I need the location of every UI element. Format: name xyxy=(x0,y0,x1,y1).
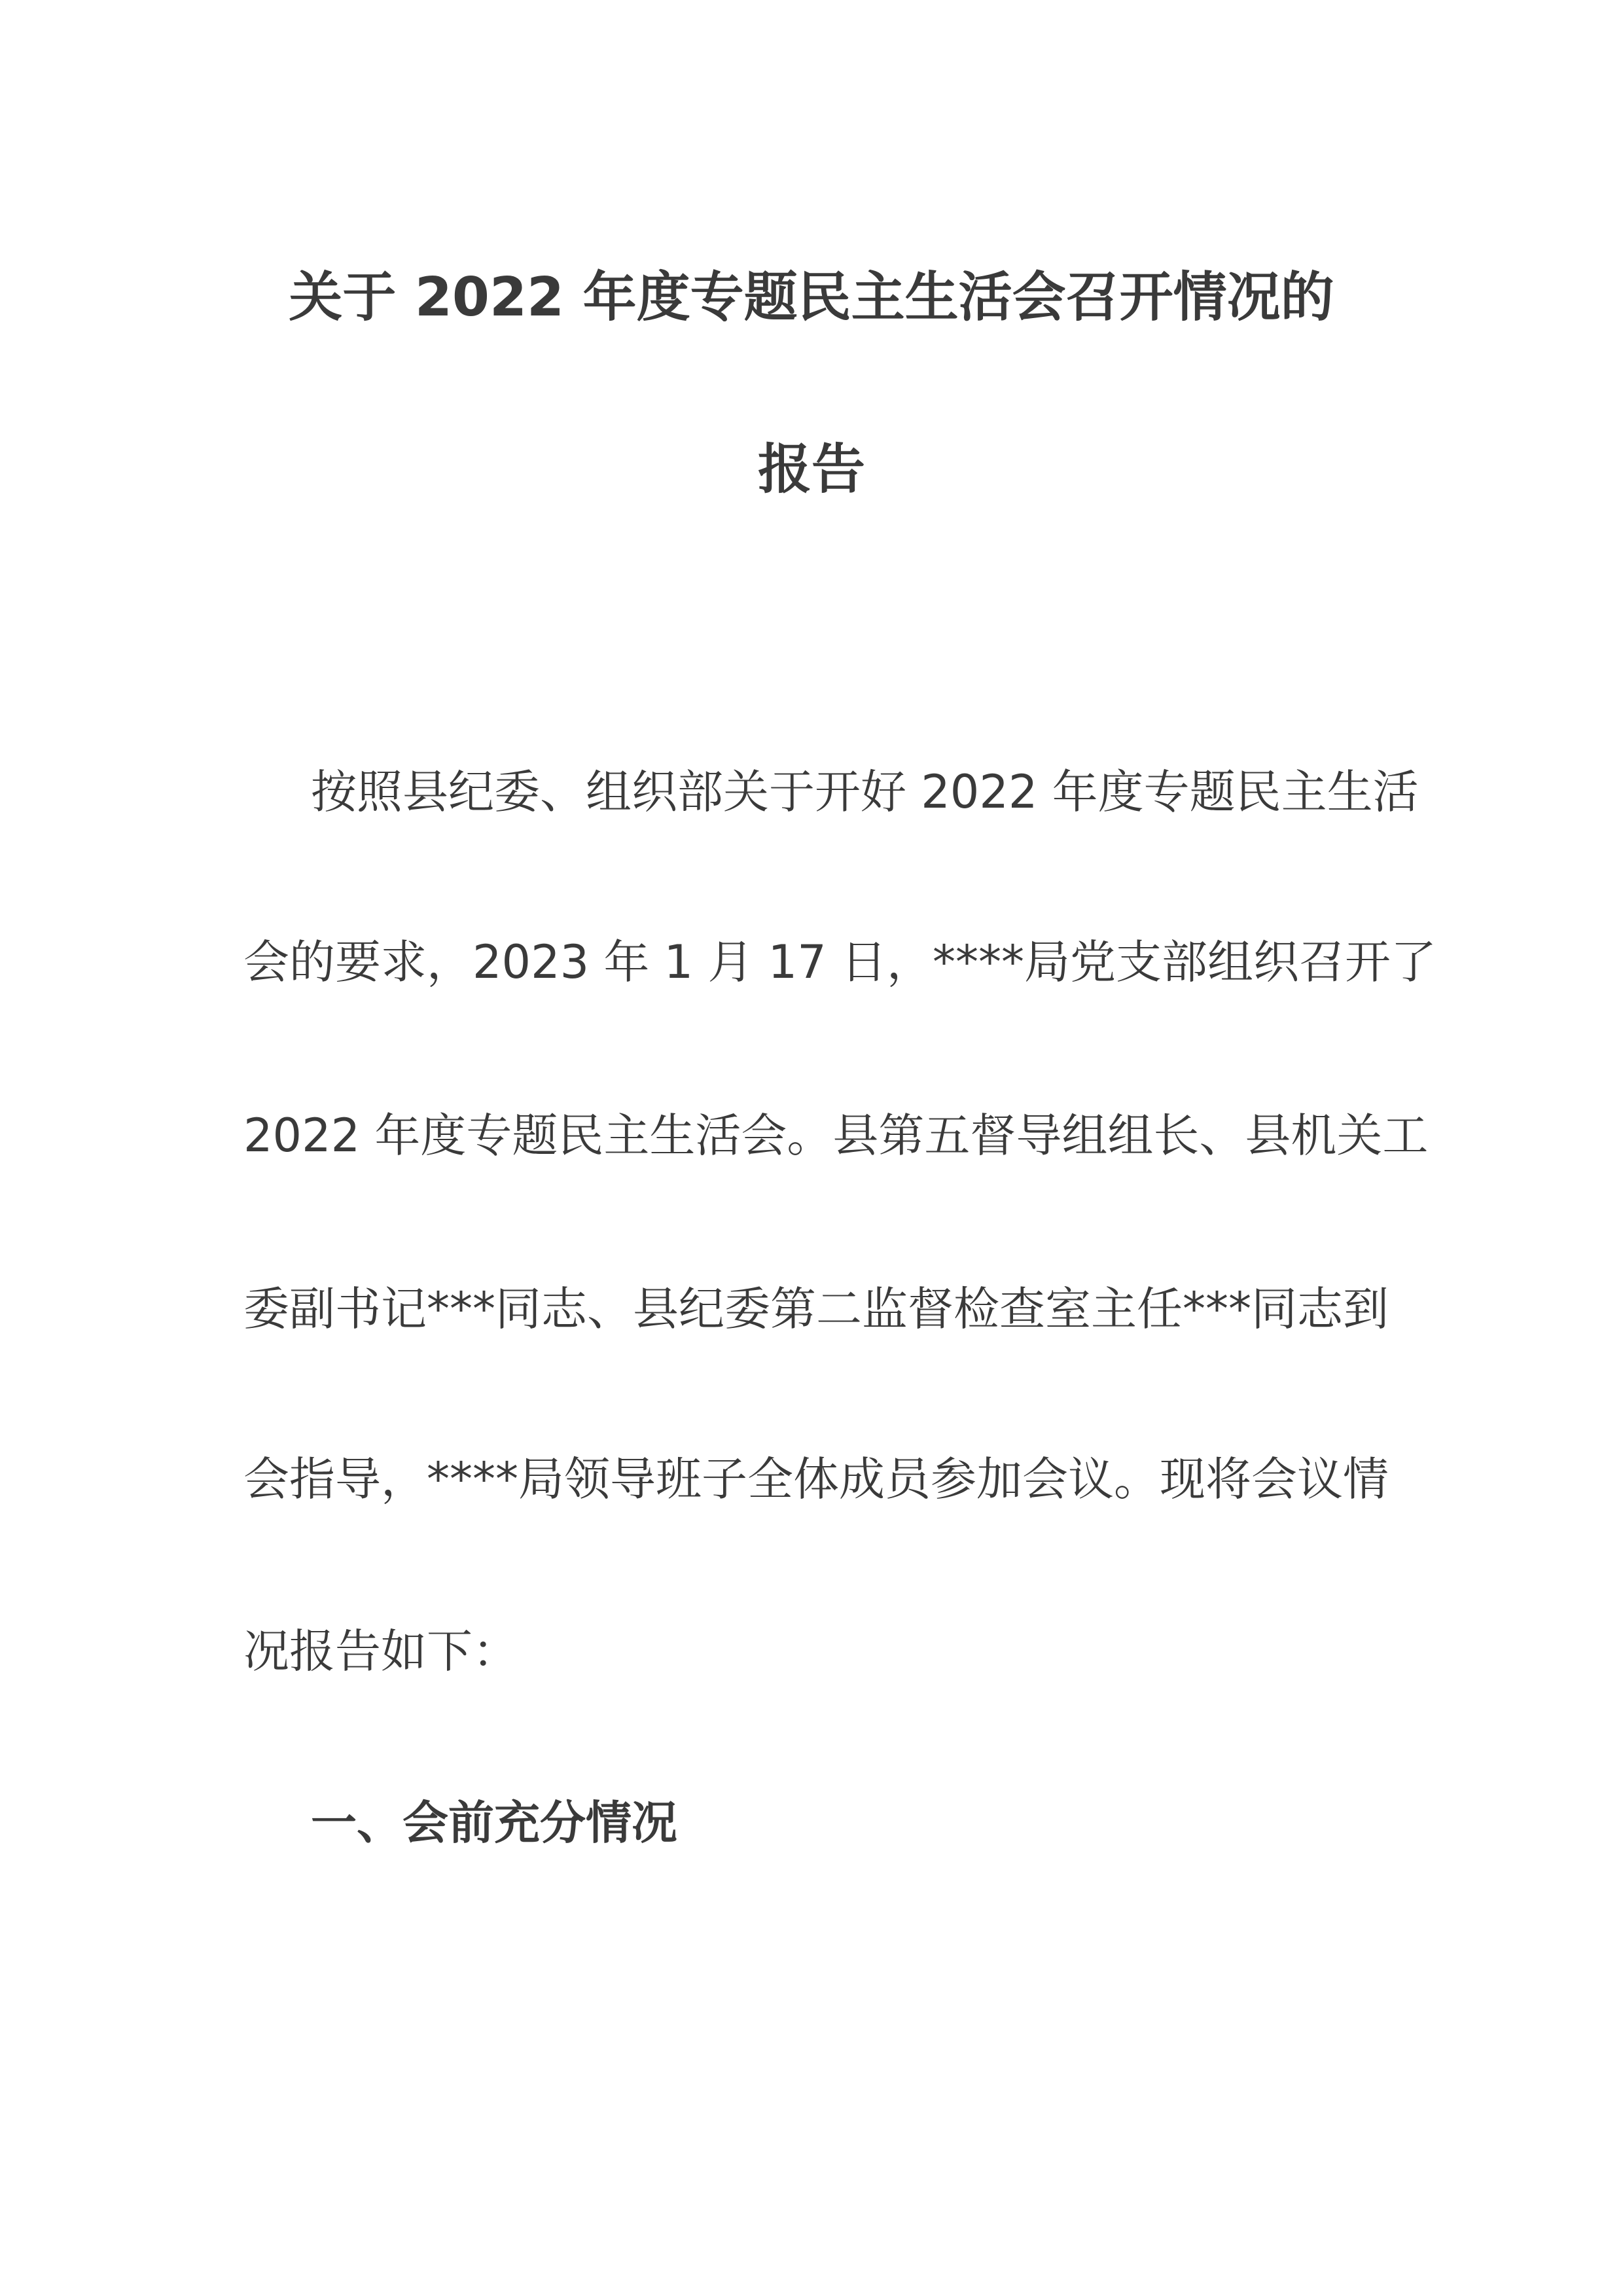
paragraph-line-1: 按照县纪委、组织部关于开好 2022 年度专题民主生活 xyxy=(311,765,1419,819)
paragraph-line-6: 况报告如下： xyxy=(243,1624,518,1678)
document-title-line-1: 关于 2022 年度专题民主生活会召开情况的 xyxy=(289,266,1334,329)
section-heading: 一、会前充分情况 xyxy=(311,1796,677,1850)
paragraph-line-3: 2022 年度专题民主生活会。县第五督导组组长、县机关工 xyxy=(243,1109,1429,1162)
paragraph-line-4: 委副书记***同志、县纪委第二监督检查室主任***同志到 xyxy=(243,1282,1389,1336)
paragraph-line-2: 会的要求，2023 年 1 月 17 日，****局党支部组织召开了 xyxy=(243,935,1437,989)
document-title-line-2: 报告 xyxy=(757,439,865,501)
paragraph-line-5: 会指导，****局领导班子全体成员参加会议。现将会议情 xyxy=(243,1452,1389,1506)
